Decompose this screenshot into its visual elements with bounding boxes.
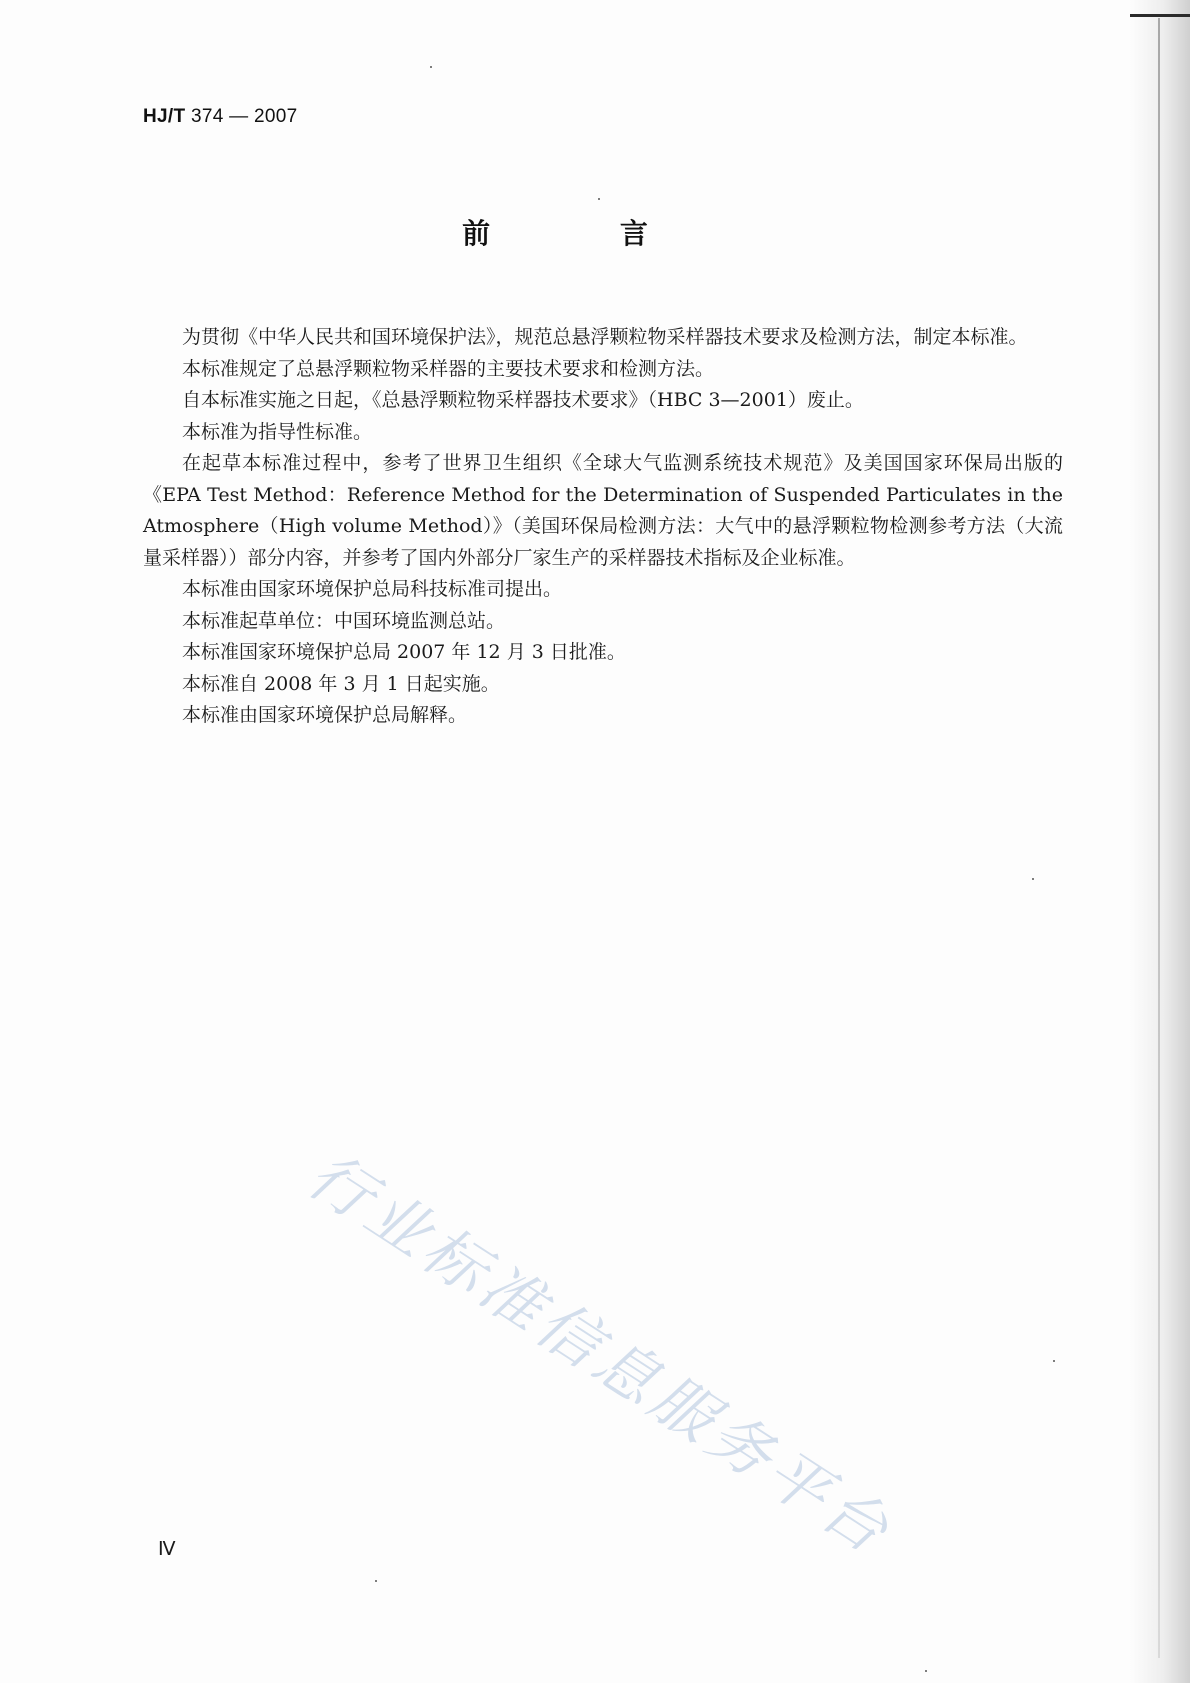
standard-code-number: 374 — 2007 (190, 106, 298, 127)
paragraph: 本标准国家环境保护总局 2007 年 12 月 3 日批准。 (182, 641, 626, 663)
scan-speck (1032, 878, 1034, 880)
paragraph: 本标准为指导性标准。 (182, 420, 373, 443)
scan-edge-shadow (1130, 0, 1190, 1683)
standard-code (143, 106, 298, 128)
paragraph: 本标准起草单位：中国环境监测总站。 (182, 609, 506, 632)
scan-speck (375, 1580, 377, 1582)
scan-speck (1053, 1360, 1055, 1362)
foreword-body (143, 322, 1063, 732)
scan-speck (598, 198, 600, 200)
page-title: 前 言 (462, 217, 708, 250)
paragraph: 本标准由国家环境保护总局科技标准司提出。 (182, 578, 563, 600)
scan-edge-line (1158, 18, 1160, 1658)
paragraph: 在起草本标准过程中，参考了世界卫生组织《全球大气监测系统技术规范》及美国国家环保局出版的《EPA Test Method：Reference Method for the Determination of Suspended Particulates in the Atmosphere（High volume Method）》（美国环保局检测方法：大气中的悬浮颗粒物检测参考方法（大流量采样器））部分内容，并参考了国内外部分厂家生产的采样器技术指标及企业标准。 (143, 452, 1063, 569)
paragraph: 为贯彻《中华人民共和国环境保护法》，规范总悬浮颗粒物采样器技术要求及检测方法，制定本标准。 (182, 326, 1028, 348)
paragraph: 本标准由国家环境保护总局解释。 (182, 704, 468, 726)
standard-code-prefix: HJ/T (143, 106, 186, 127)
scan-speck (925, 1670, 927, 1672)
watermark: 行业标准信息服务平台 (295, 1138, 906, 1570)
paragraph: 自本标准实施之日起，《总悬浮颗粒物采样器技术要求》（HBC 3—2001）废止。 (182, 389, 864, 411)
paragraph: 本标准规定了总悬浮颗粒物采样器的主要技术要求和检测方法。 (182, 357, 715, 380)
scan-edge-top (1130, 14, 1190, 17)
page-number: Ⅳ (158, 1539, 176, 1560)
scan-speck (430, 66, 432, 68)
paragraph: 本标准自 2008 年 3 月 1 日起实施。 (182, 672, 500, 695)
